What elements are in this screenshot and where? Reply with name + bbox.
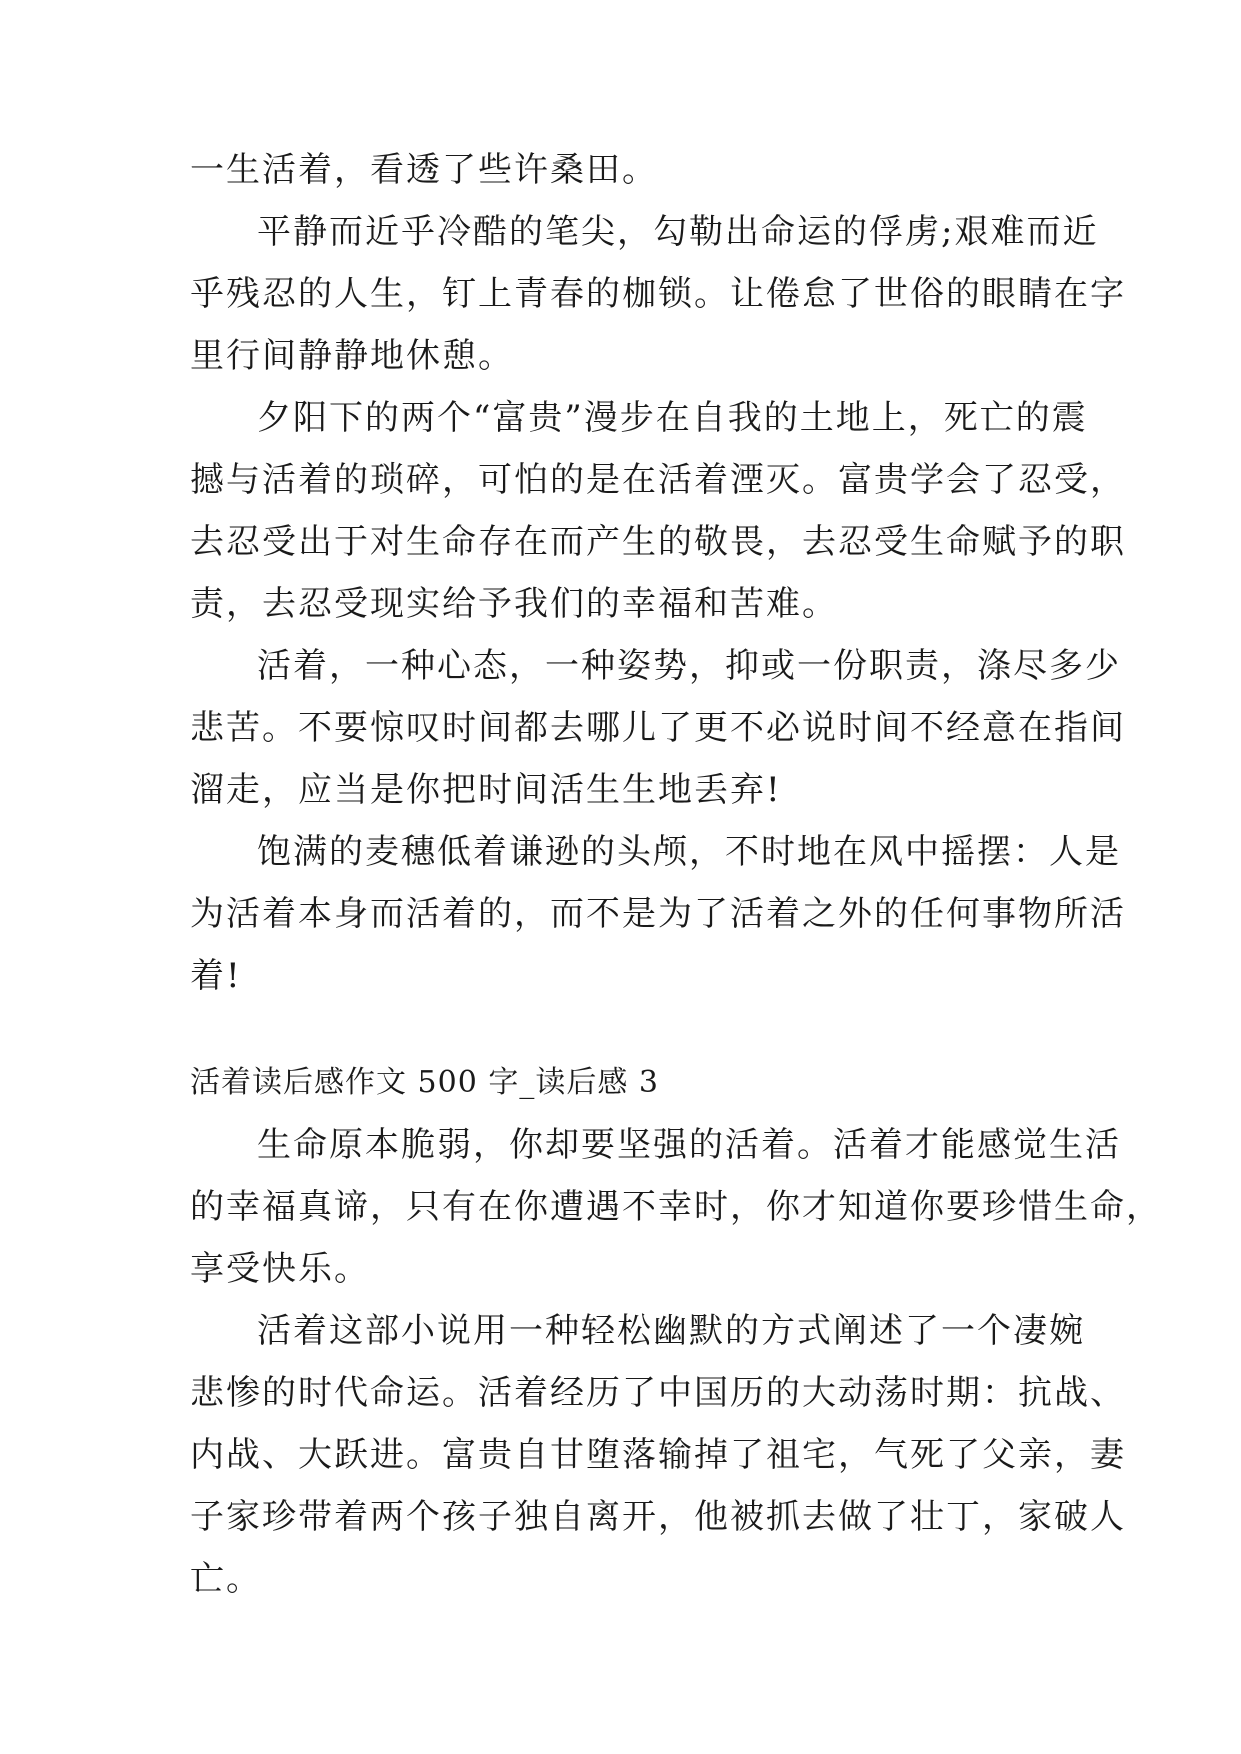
text-line: 一生活着，看透了些许桑田。 [190,150,658,190]
text-line: 悲苦。不要惊叹时间都去哪儿了更不必说时间不经意在指间 [190,708,1126,748]
text-line: 内战、大跃进。富贵自甘堕落输掉了祖宅，气死了父亲，妻 [190,1435,1126,1475]
text-line: 责，去忍受现实给予我们的幸福和苦难。 [190,584,838,624]
text-line: 夕阳下的两个“富贵”漫步在自我的土地上，死亡的震 [257,398,1088,438]
text-line: 的幸福真谛，只有在你遭遇不幸时，你才知道你要珍惜生命， [190,1187,1162,1227]
text-line: 溜走，应当是你把时间活生生地丢弃! [190,770,782,810]
text-line: 亡。 [190,1559,262,1599]
text-line: 为活着本身而活着的，而不是为了活着之外的任何事物所活 [190,894,1126,934]
text-line: 平静而近乎冷酷的笔尖，勾勒出命运的俘虏;艰难而近 [257,212,1099,252]
text-line: 里行间静静地休憩。 [190,336,514,376]
text-line: 饱满的麦穗低着谦逊的头颅，不时地在风中摇摆：人是 [257,832,1121,872]
text-line: 悲惨的时代命运。活着经历了中国历的大动荡时期：抗战、 [190,1373,1126,1413]
text-line: 活着这部小说用一种轻松幽默的方式阐述了一个凄婉 [257,1311,1085,1351]
text-line: 撼与活着的琐碎，可怕的是在活着湮灭。富贵学会了忍受， [190,460,1126,500]
text-line: 乎残忍的人生，钉上青春的枷锁。让倦怠了世俗的眼睛在字 [190,274,1126,314]
section-heading: 活着读后感作文 500 字_读后感 3 [190,1065,659,1100]
text-line: 活着，一种心态，一种姿势，抑或一份职责，涤尽多少 [257,646,1121,686]
text-line: 享受快乐。 [190,1249,370,1289]
text-line: 去忍受出于对生命存在而产生的敬畏，去忍受生命赋予的职 [190,522,1126,562]
text-line: 着! [190,956,242,996]
text-line: 生命原本脆弱，你却要坚强的活着。活着才能感觉生活 [257,1125,1121,1165]
text-line: 子家珍带着两个孩子独自离开，他被抓去做了壮丁，家破人 [190,1497,1126,1537]
